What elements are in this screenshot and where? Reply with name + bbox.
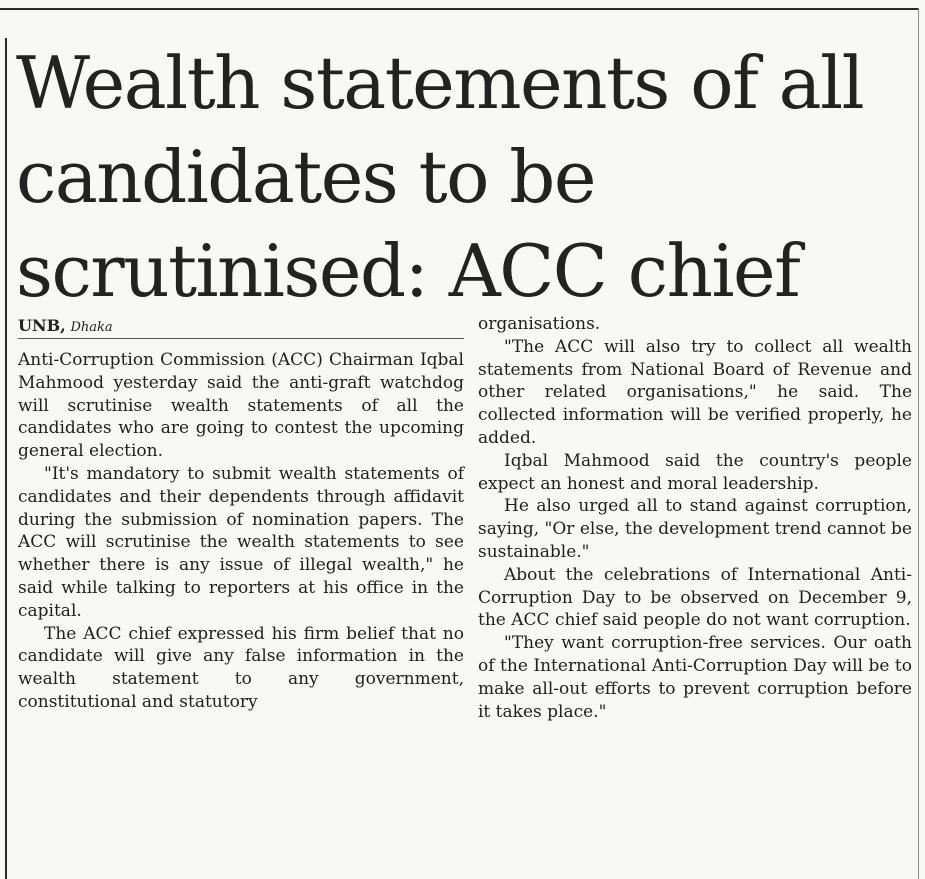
left-border-rule — [5, 38, 7, 879]
byline — [18, 316, 113, 335]
right-border-rule — [918, 8, 919, 879]
paragraph: "It's mandatory to submit wealth statements of candidates and their dependents through affidavit during the submission of nomination papers. The ACC will scrutinise the wealth statements to see whether there is any issue of illegal wealth," he said while talking to reporters at his office in the capital. — [18, 463, 464, 621]
byline-place: Dhaka — [70, 320, 113, 335]
paragraph: About the celebrations of International Anti-Corruption Day to be observed on December 9, the ACC chief said people do not want corruption. — [478, 564, 912, 631]
article-column-2 — [478, 313, 912, 723]
top-border-rule — [0, 8, 918, 10]
headline: Wealth statements of all candidates to be scrutinised: ACC chief — [16, 41, 864, 313]
paragraph: Anti-Corruption Commission (ACC) Chairman Iqbal Mahmood yesterday said the anti-graft watchdog will scrutinise wealth statements of all the candidates who are going to contest the upcoming general election. — [18, 350, 464, 462]
article-column-1 — [18, 349, 464, 714]
paragraph: organisations. — [478, 314, 601, 334]
paragraph: Iqbal Mahmood said the country's people expect an honest and moral leadership. — [478, 450, 912, 494]
paragraph: "The ACC will also try to collect all wealth statements from National Board of Revenue and other related organisations," he said. The collected information will be verified properly, he added. — [478, 336, 912, 448]
paragraph: "They want corruption-free services. Our oath of the International Anti-Corruption Day will be to make all-out efforts to prevent corruption before it takes place." — [478, 633, 912, 722]
byline-agency: UNB, — [18, 316, 66, 335]
byline-divider — [18, 338, 464, 339]
paragraph: The ACC chief expressed his firm belief that no candidate will give any false information in the wealth statement to any government, constitutional and statutory — [18, 623, 464, 712]
paragraph: He also urged all to stand against corruption, saying, "Or else, the development trend cannot be sustainable." — [478, 496, 912, 562]
